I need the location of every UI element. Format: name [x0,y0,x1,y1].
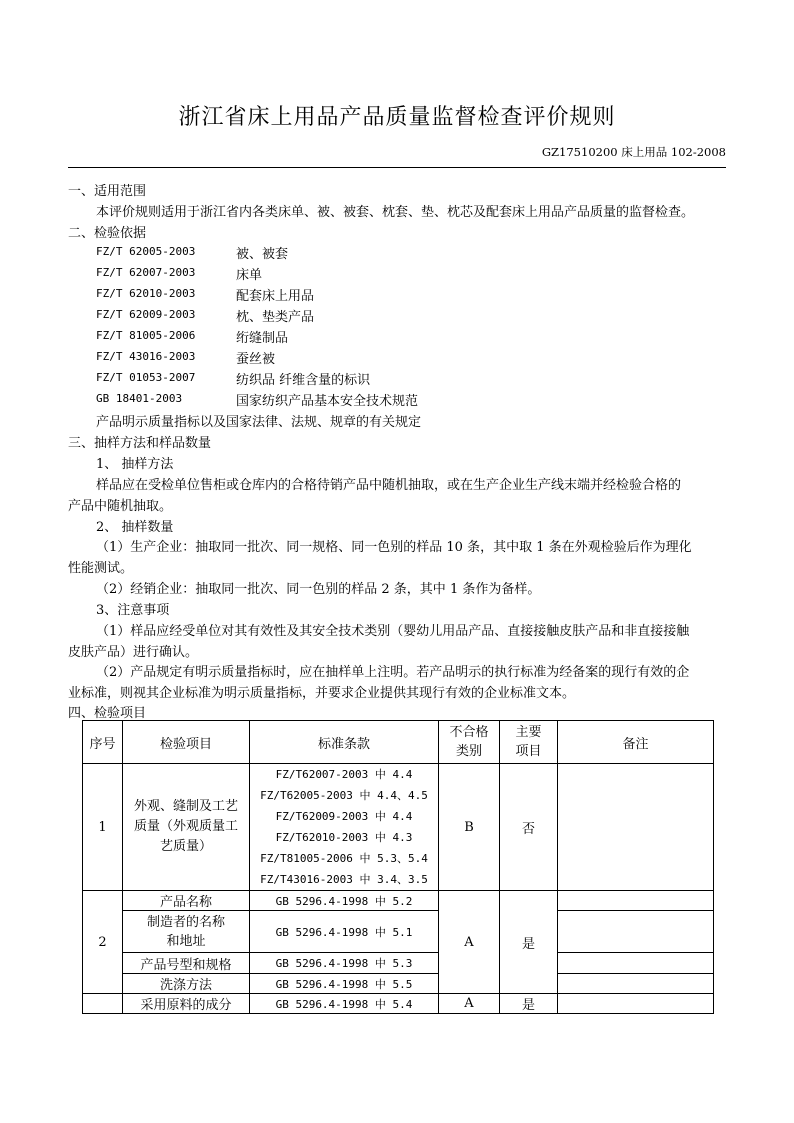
row-main: 否 [500,764,558,891]
table-header-row [83,721,714,764]
header-nonconformity-category [439,721,500,764]
standard-name: 绗缝制品 [236,331,289,346]
header-nonconformity-line: 类别 [455,744,482,759]
notes-heading: 3、注意事项 [96,603,170,618]
notes-text: 业标准，则视其企业标准为明示质量指标，并要求企业提供其现行有效的企业标准文本。 [68,686,576,701]
item-line: 外观、缝制及工艺 [133,799,238,814]
header-main-line: 项目 [515,744,542,759]
row-clause: GB 5296.4-1998 中 5.5 [250,974,439,994]
document-title: 浙江省床上用品产品质量监督检查评价规则 [178,105,616,130]
header-divider [68,167,726,168]
clause-line: FZ/T62005-2003 中 4.4、4.5 [260,789,428,802]
notes-text: （2）产品规定有明示质量指标时，应在抽样单上注明。若产品明示的执行标准为经备案的现行有效的企 [96,665,690,680]
clause-line: FZ/T62009-2003 中 4.4 [275,810,413,823]
inspection-table [82,720,714,1014]
header-nonconformity-line: 不合格 [449,725,489,740]
row-category: A [439,891,500,994]
standard-code: FZ/T 81005-2006 [96,329,196,342]
row-seq: 1 [83,764,123,891]
row-clauses [250,764,439,891]
row-remark [558,974,714,994]
header-main-line: 主要 [515,725,542,740]
notes-text: 皮肤产品）进行确认。 [68,645,199,660]
table-row [83,911,714,953]
standard-name: 枕、垫类产品 [236,310,315,325]
row-seq: 2 [83,891,123,994]
item-line: 和地址 [166,933,206,949]
section-4-heading: 四、检验项目 [68,706,147,721]
row-remark [558,953,714,974]
table-row [83,891,714,911]
standard-code: FZ/T 62010-2003 [96,287,196,300]
section-2-note: 产品明示质量指标以及国家法律、法规、规章的有关规定 [96,415,422,430]
standard-code: FZ/T 01053-2007 [96,371,196,384]
header-item: 检验项目 [123,721,250,764]
sampling-quantity-heading: 2、 抽样数量 [96,520,174,535]
standard-name: 被、被套 [236,247,289,262]
section-2-heading: 二、检验依据 [68,226,147,241]
table-row [83,764,714,891]
row-clause: GB 5296.4-1998 中 5.3 [250,953,439,974]
clause-line: FZ/T81005-2006 中 5.3、5.4 [260,852,428,865]
item-line: 艺质量） [159,839,212,854]
row-clause: GB 5296.4-1998 中 5.1 [250,911,439,953]
header-seq: 序号 [83,721,123,764]
row-item: 产品名称 [123,891,250,911]
row-main: 是 [500,891,558,994]
standard-name: 纺织品 纤维含量的标识 [236,373,371,388]
row-item [123,911,250,953]
table-row [83,994,714,1014]
standard-name: 蚕丝被 [236,352,276,367]
row-item [123,764,250,891]
header-main-item [500,721,558,764]
row-seq [83,994,123,1014]
sampling-method-text: 产品中随机抽取。 [68,499,173,514]
standard-code: FZ/T 62009-2003 [96,308,196,321]
standard-name: 国家纺织产品基本安全技术规范 [236,394,419,409]
row-remark [558,994,714,1014]
section-1-heading: 一、适用范围 [68,184,147,199]
row-main: 是 [500,994,558,1014]
header-clause: 标准条款 [250,721,439,764]
sampling-quantity-text: 性能测试。 [68,561,134,576]
row-item: 采用原料的成分 [123,994,250,1014]
standard-code: FZ/T 62007-2003 [96,266,196,279]
sampling-quantity-text: （1）生产企业：抽取同一批次、同一规格、同一色别的样品 10 条，其中取 1 条在外观检验后作为理化 [96,540,692,555]
clause-line: FZ/T62007-2003 中 4.4 [275,768,413,781]
row-category: B [439,764,500,891]
row-remark [558,764,714,891]
item-line: 制造者的名称 [146,914,225,930]
row-clause: GB 5296.4-1998 中 5.2 [250,891,439,911]
section-3-heading: 三、抽样方法和样品数量 [68,436,212,451]
document-number: GZ17510200 床上用品 102-2008 [541,145,726,159]
row-category: A [439,994,500,1014]
table-row [83,974,714,994]
row-remark [558,891,714,911]
header-remark: 备注 [558,721,714,764]
row-item: 产品号型和规格 [123,953,250,974]
item-line: 质量（外观质量工 [133,819,238,834]
row-item: 洗涤方法 [123,974,250,994]
table-row [83,953,714,974]
clause-line: FZ/T43016-2003 中 3.4、3.5 [260,873,428,886]
sampling-method-heading: 1、 抽样方法 [96,457,174,472]
standard-name: 配套床上用品 [236,289,315,304]
standard-code: GB 18401-2003 [96,392,183,405]
standard-code: FZ/T 62005-2003 [96,245,196,258]
clause-line: FZ/T62010-2003 中 4.3 [275,831,413,844]
standard-code: FZ/T 43016-2003 [96,350,196,363]
section-1-text: 本评价规则适用于浙江省内各类床单、被、被套、枕套、垫、枕芯及配套床上用品产品质量的监督检查。 [96,205,695,220]
row-clause: GB 5296.4-1998 中 5.4 [250,994,439,1014]
row-remark [558,911,714,953]
sampling-method-text: 样品应在受检单位售柜或仓库内的合格待销产品中随机抽取，或在生产企业生产线末端并经检验合格的 [96,478,682,493]
notes-text: （1）样品应经受单位对其有效性及其安全技术类别（婴幼儿用品产品、直接接触皮肤产品和非直接接触 [96,624,690,639]
sampling-quantity-text: （2）经销企业：抽取同一批次、同一色别的样品 2 条，其中 1 条作为备样。 [96,582,541,597]
standard-name: 床单 [236,268,263,283]
